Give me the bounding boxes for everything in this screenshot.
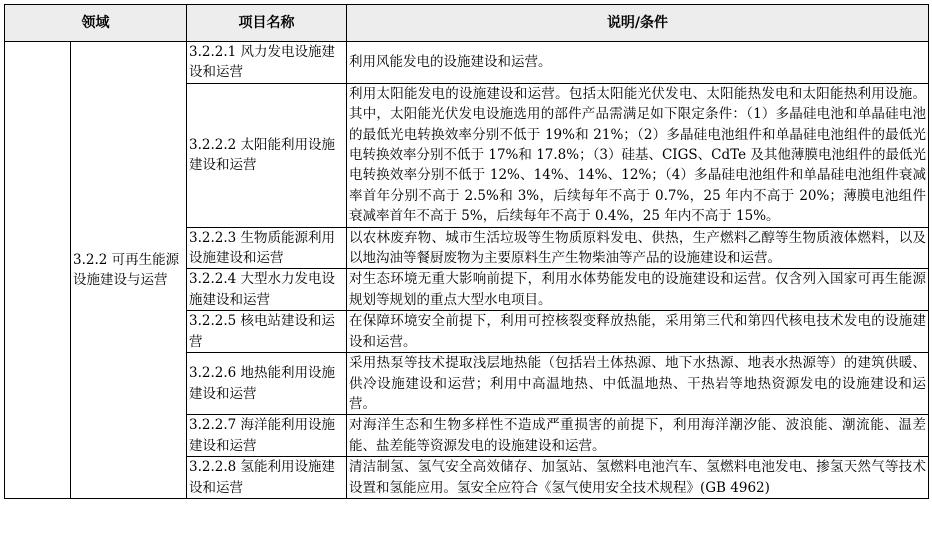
item-name-cell: 3.2.2.5 核电站建设和运营 bbox=[187, 311, 347, 353]
item-name-cell: 3.2.2.1 风力发电设施建设和运营 bbox=[187, 42, 347, 84]
table-header-row bbox=[5, 5, 929, 42]
item-name-cell: 3.2.2.7 海洋能利用设施建设和运营 bbox=[187, 415, 347, 457]
description-cell: 对海洋生态和生物多样性不造成严重损害的前提下，利用海洋潮汐能、波浪能、潮流能、温差能、盐差能等资源发电的设施建设和运营。 bbox=[347, 415, 929, 457]
blank-parent-cell bbox=[5, 42, 71, 499]
description-cell: 在保障环境安全前提下，利用可控核裂变释放热能，采用第三代和第四代核电技术发电的设施建设和运营。 bbox=[347, 311, 929, 353]
domain-cell: 3.2.2 可再生能源设施建设与运营 bbox=[71, 42, 187, 499]
header-item-name: 项目名称 bbox=[187, 5, 347, 42]
item-name-cell: 3.2.2.4 大型水力发电设施建设和运营 bbox=[187, 269, 347, 311]
header-domain: 领域 bbox=[5, 5, 187, 42]
description-cell: 对生态环境无重大影响前提下，利用水体势能发电的设施建设和运营。仅含列入国家可再生能源规划等规划的重点大型水电项目。 bbox=[347, 269, 929, 311]
table-row bbox=[5, 42, 929, 84]
item-name-cell: 3.2.2.8 氢能利用设施建设和运营 bbox=[187, 457, 347, 499]
description-cell: 采用热泵等技术提取浅层地热能（包括岩土体热源、地下水热源、地表水热源等）的建筑供暖、供冷设施建设和运营；利用中高温地热、中低温地热、干热岩等地热资源发电的设施建设和运营。 bbox=[347, 353, 929, 415]
description-cell: 以农林废弃物、城市生活垃圾等生物质原料发电、供热，生产燃料乙醇等生物质液体燃料，以及以地沟油等餐厨废物为主要原料生产生物柴油等产品的设施建设和运营。 bbox=[347, 227, 929, 269]
description-cell: 清洁制氢、氢气安全高效储存、加氢站、氢燃料电池汽车、氢燃料电池发电、掺氢天然气等技术设置和氢能应用。氢安全应符合《氢气使用安全技术规程》(GB 4962) bbox=[347, 457, 929, 499]
classification-table bbox=[4, 4, 929, 499]
description-cell: 利用太阳能发电的设施建设和运营。包括太阳能光伏发电、太阳能热发电和太阳能热利用设施。其中，太阳能光伏发电设施选用的部件产品需满足如下限定条件：（1）多晶硅电池和单晶硅电池的最低光电转换效率分别不低于 19%和 21%；（2）多晶硅电池组件和单晶硅电池组件的最低光电转换效率分别不低于 17%和 17.8%；（3）硅基、CIGS、CdTe 及其他薄膜电池组件的最低光电转换效率分别不低于 12%、14%、14%、12%；（4）多晶硅电池组件和单晶硅电池组件衰减率首年分别不高于 2.5%和 3%，后续每年不高于 0.7%，25 年内不高于 20%；薄膜电池组件衰减率首年不高于 5%，后续每年不高于 0.4%，25 年内不高于 15%。 bbox=[347, 83, 929, 227]
header-description: 说明/条件 bbox=[347, 5, 929, 42]
item-name-cell: 3.2.2.3 生物质能源利用设施建设和运营 bbox=[187, 227, 347, 269]
description-cell: 利用风能发电的设施建设和运营。 bbox=[347, 42, 929, 84]
item-name-cell: 3.2.2.6 地热能利用设施建设和运营 bbox=[187, 353, 347, 415]
item-name-cell: 3.2.2.2 太阳能利用设施建设和运营 bbox=[187, 83, 347, 227]
